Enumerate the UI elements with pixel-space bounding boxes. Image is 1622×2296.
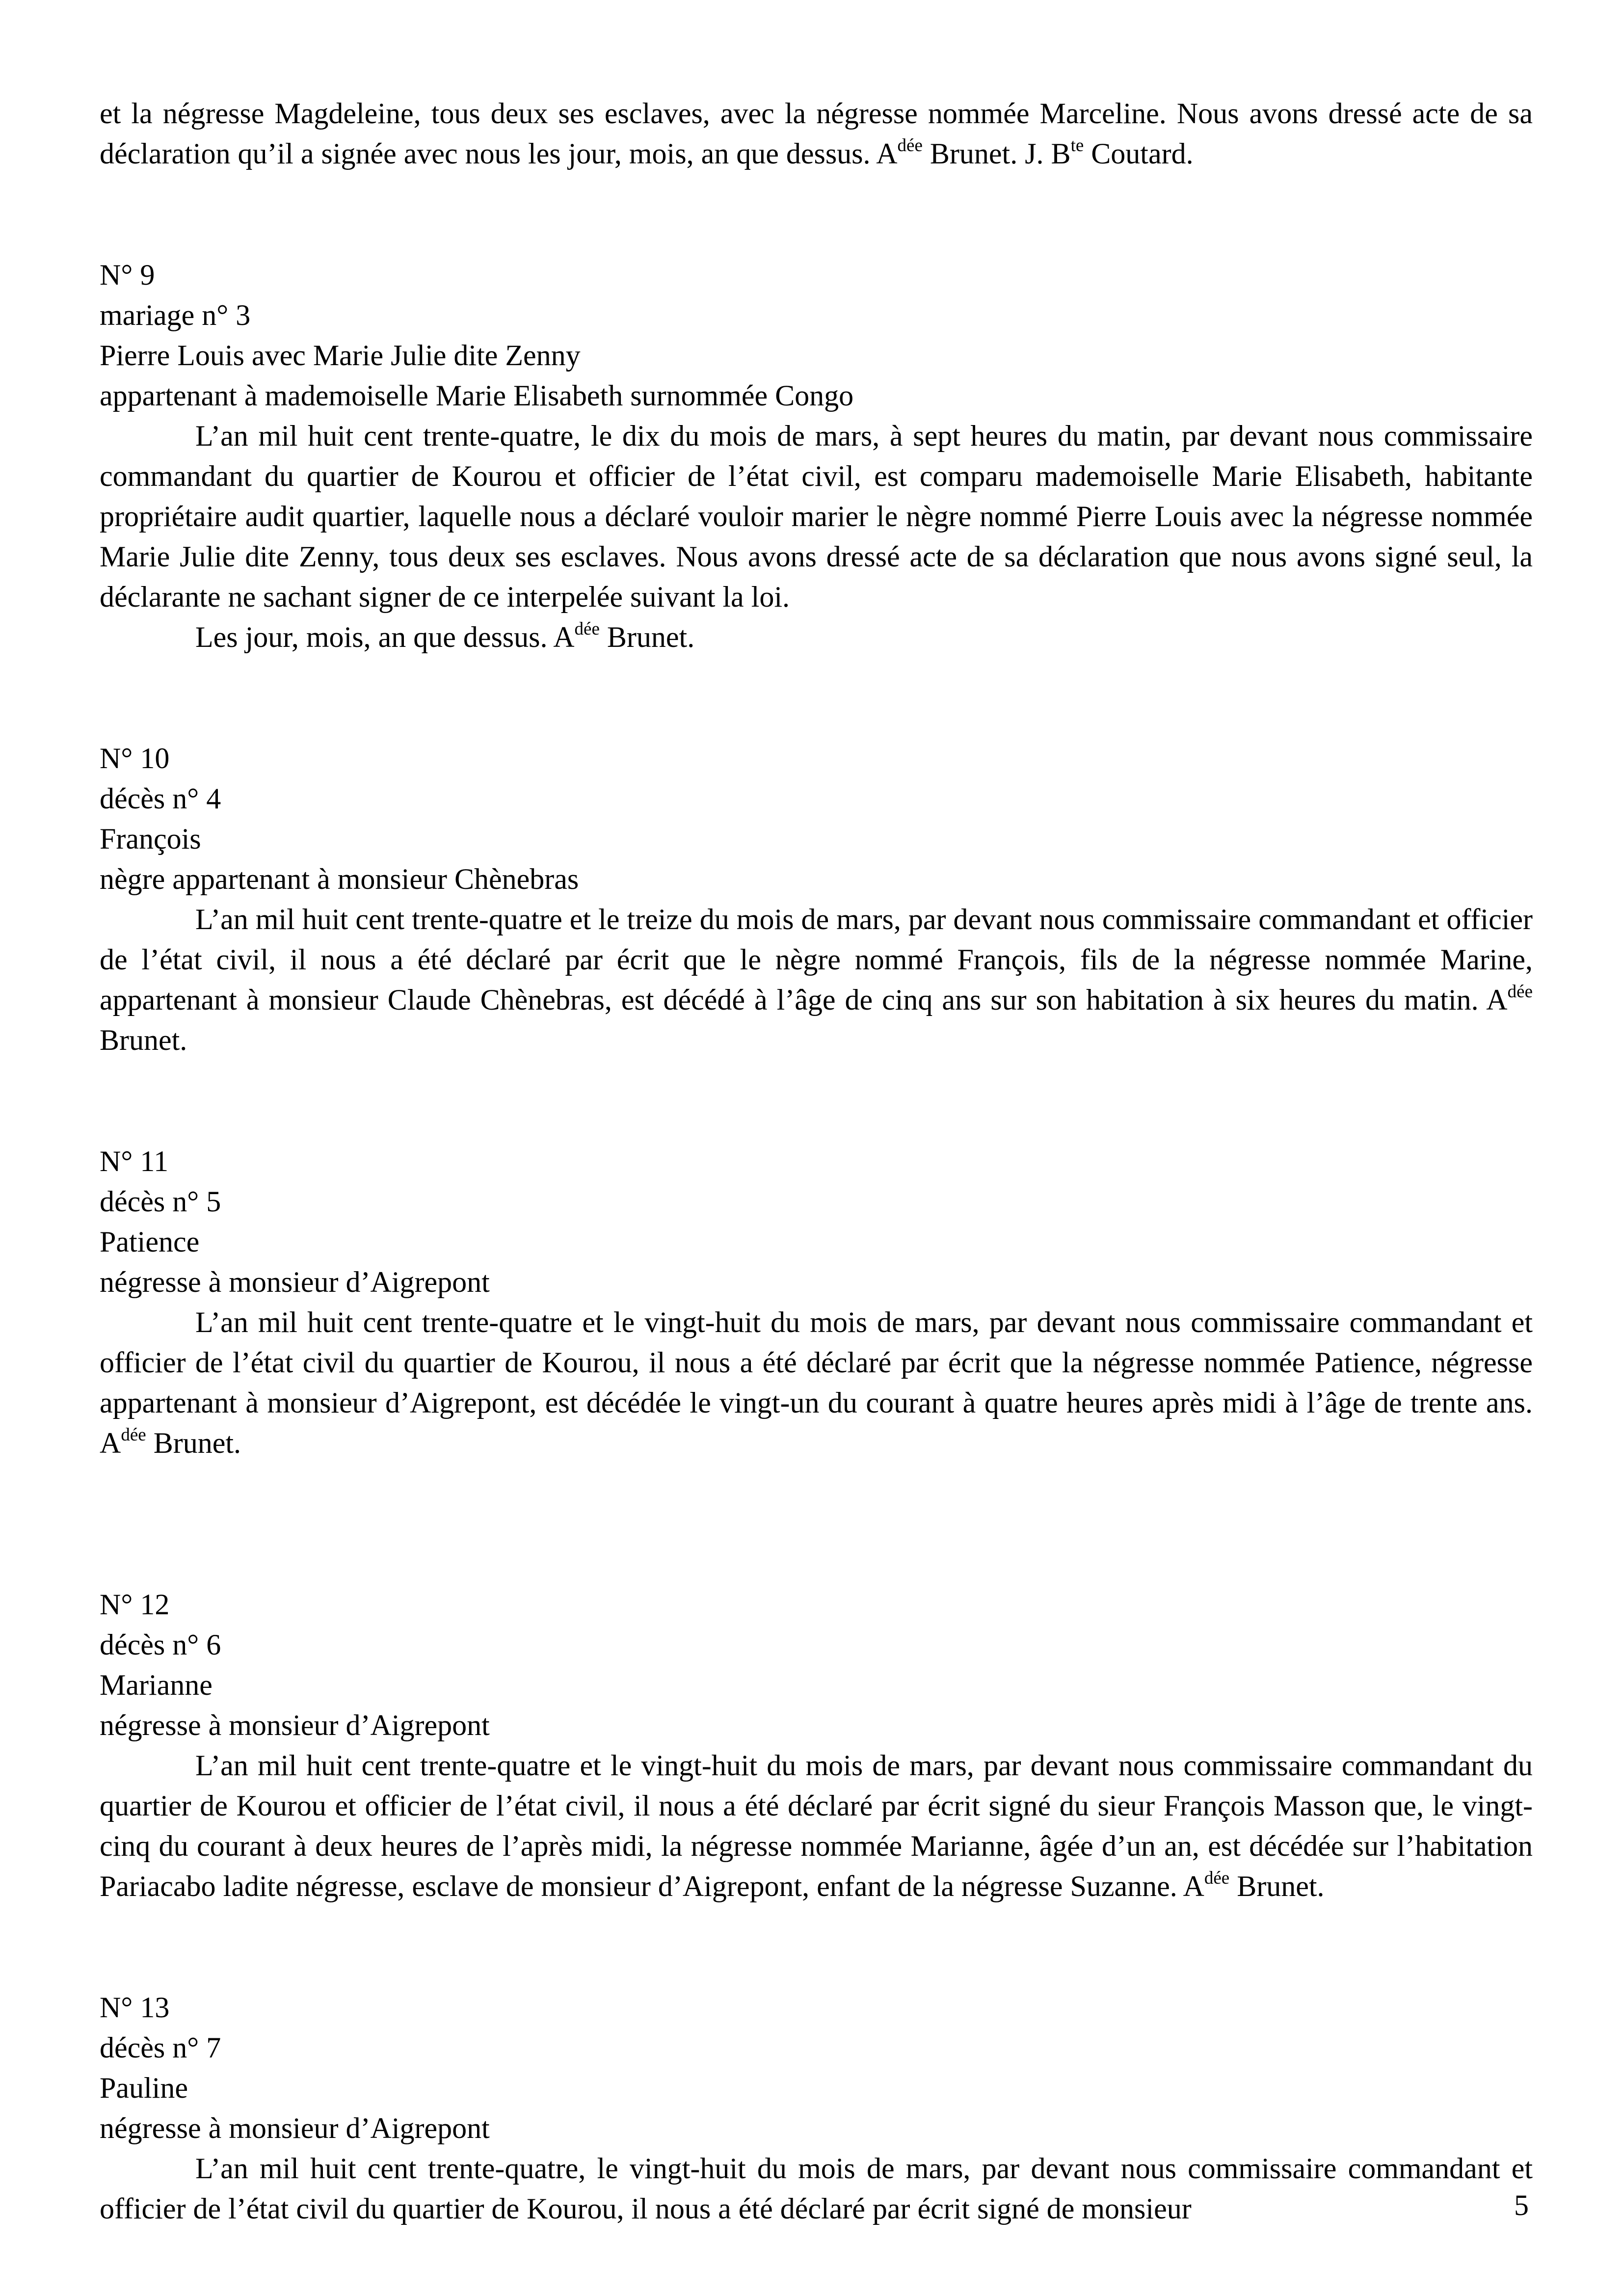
entry-number: N° 13 — [100, 1991, 170, 2024]
body-text: L’an mil huit cent trente-quatre et le treize du mois de mars, par devant nous commissaire commandant et officier de l’état civil, il nous a été déclaré par écrit que le nègre nommé François, fils de la négresse nommée Marine, appartenant à monsieur Claude Chènebras, est décédé à l’âge de cinq ans sur son habitation à six heures du matin. A — [100, 903, 1533, 1016]
entry-owner: négresse à monsieur d’Aigrepont — [100, 1266, 490, 1298]
signature-name: Brunet. — [100, 1024, 187, 1056]
entry-number: N° 10 — [100, 742, 170, 774]
intro-mid: Brunet. J. B — [922, 137, 1071, 170]
entry-number: N° 9 — [100, 259, 155, 291]
entry-owner: nègre appartenant à monsieur Chènebras — [100, 863, 579, 895]
entry-type: décès n° 6 — [100, 1629, 221, 1661]
entry-body: L’an mil huit cent trente-quatre, le vingt-huit du mois de mars, par devant nous commissaire commandant et officier de l’état civil du quartier de Kourou, il nous a été déclaré par écrit signé de monsieur — [100, 2152, 1533, 2225]
entry-number: N° 12 — [100, 1588, 170, 1621]
intro-end: Coutard. — [1084, 137, 1194, 170]
entry-name: Pierre Louis avec Marie Julie dite Zenny — [100, 339, 581, 372]
entry-9 — [100, 255, 1533, 657]
entry-body — [100, 1302, 1533, 1463]
entry-owner: négresse à monsieur d’Aigrepont — [100, 1709, 490, 1741]
signature-name: Brunet. — [1229, 1870, 1325, 1902]
entry-body — [100, 899, 1533, 1060]
intro-sup-1: dée — [897, 135, 923, 156]
body-text: L’an mil huit cent trente-quatre et le vingt-huit du mois de mars, par devant nous commissaire commandant du quartier de Kourou et officier de l’état civil, il nous a été déclaré par écrit signé du sieur François Masson que, le vingt-cinq du courant à deux heures de l’après midi, la négresse nommée Marianne, âgée d’un an, est décédée sur l’habitation Pariacabo ladite négresse, esclave de monsieur d’Aigrepont, enfant de la négresse Suzanne. A — [100, 1749, 1533, 1902]
signature-name: Brunet. — [599, 621, 695, 653]
entry-11 — [100, 1141, 1533, 1463]
entry-13 — [100, 1987, 1533, 2229]
body-text: L’an mil huit cent trente-quatre et le vingt-huit du mois de mars, par devant nous commissaire commandant et officier de l’état civil du quartier de Kourou, il nous a été déclaré par écrit que la négresse nommée Patience, négresse appartenant à monsieur d’Aigrepont, est décédée le vingt-un du courant à quatre heures après midi à l’âge de trente ans. A — [100, 1306, 1533, 1459]
entry-type: décès n° 7 — [100, 2031, 221, 2064]
signature-sup: dée — [1507, 982, 1533, 1002]
entry-type: décès n° 4 — [100, 782, 221, 815]
entry-type: mariage n° 3 — [100, 299, 251, 331]
closing-text: Les jour, mois, an que dessus. A — [195, 621, 575, 653]
entry-owner: négresse à monsieur d’Aigrepont — [100, 2112, 490, 2144]
signature-sup: dée — [1204, 1868, 1230, 1888]
entry-owner: appartenant à mademoiselle Marie Elisabeth surnommée Congo — [100, 379, 854, 412]
intro-text: et la négresse Magdeleine, tous deux ses esclaves, avec la négresse nommée Marceline. Nous avons dressé acte de sa déclaration qu’il a signée avec nous les jour, mois, an que dessus. A — [100, 97, 1533, 170]
entry-12 — [100, 1584, 1533, 1906]
entry-closing — [100, 617, 1533, 657]
entry-name: Marianne — [100, 1669, 213, 1701]
signature-sup: dée — [574, 619, 600, 639]
intro-sup-2: te — [1070, 135, 1084, 156]
document-page — [100, 93, 1533, 2229]
entry-body: L’an mil huit cent trente-quatre, le dix du mois de mars, à sept heures du matin, par devant nous commissaire commandant du quartier de Kourou et officier de l’état civil, est comparu mademoiselle Marie Elisabeth, habitante propriétaire audit quartier, laquelle nous a déclaré vouloir marier le nègre nommé Pierre Louis avec la négresse nommée Marie Julie dite Zenny, tous deux ses esclaves. Nous avons dressé acte de sa déclaration que nous avons signé seul, la déclarante ne sachant signer de ce interpelée suivant la loi. — [100, 420, 1533, 613]
entry-number: N° 11 — [100, 1145, 169, 1177]
entry-name: Pauline — [100, 2072, 188, 2104]
entry-body — [100, 1745, 1533, 1906]
intro-paragraph — [100, 93, 1533, 174]
signature-sup: dée — [121, 1425, 146, 1445]
signature-name: Brunet. — [146, 1427, 241, 1459]
entry-10 — [100, 738, 1533, 1060]
entry-type: décès n° 5 — [100, 1185, 221, 1218]
entry-name: Patience — [100, 1226, 200, 1258]
entry-name: François — [100, 823, 201, 855]
page-number: 5 — [1514, 2189, 1529, 2221]
